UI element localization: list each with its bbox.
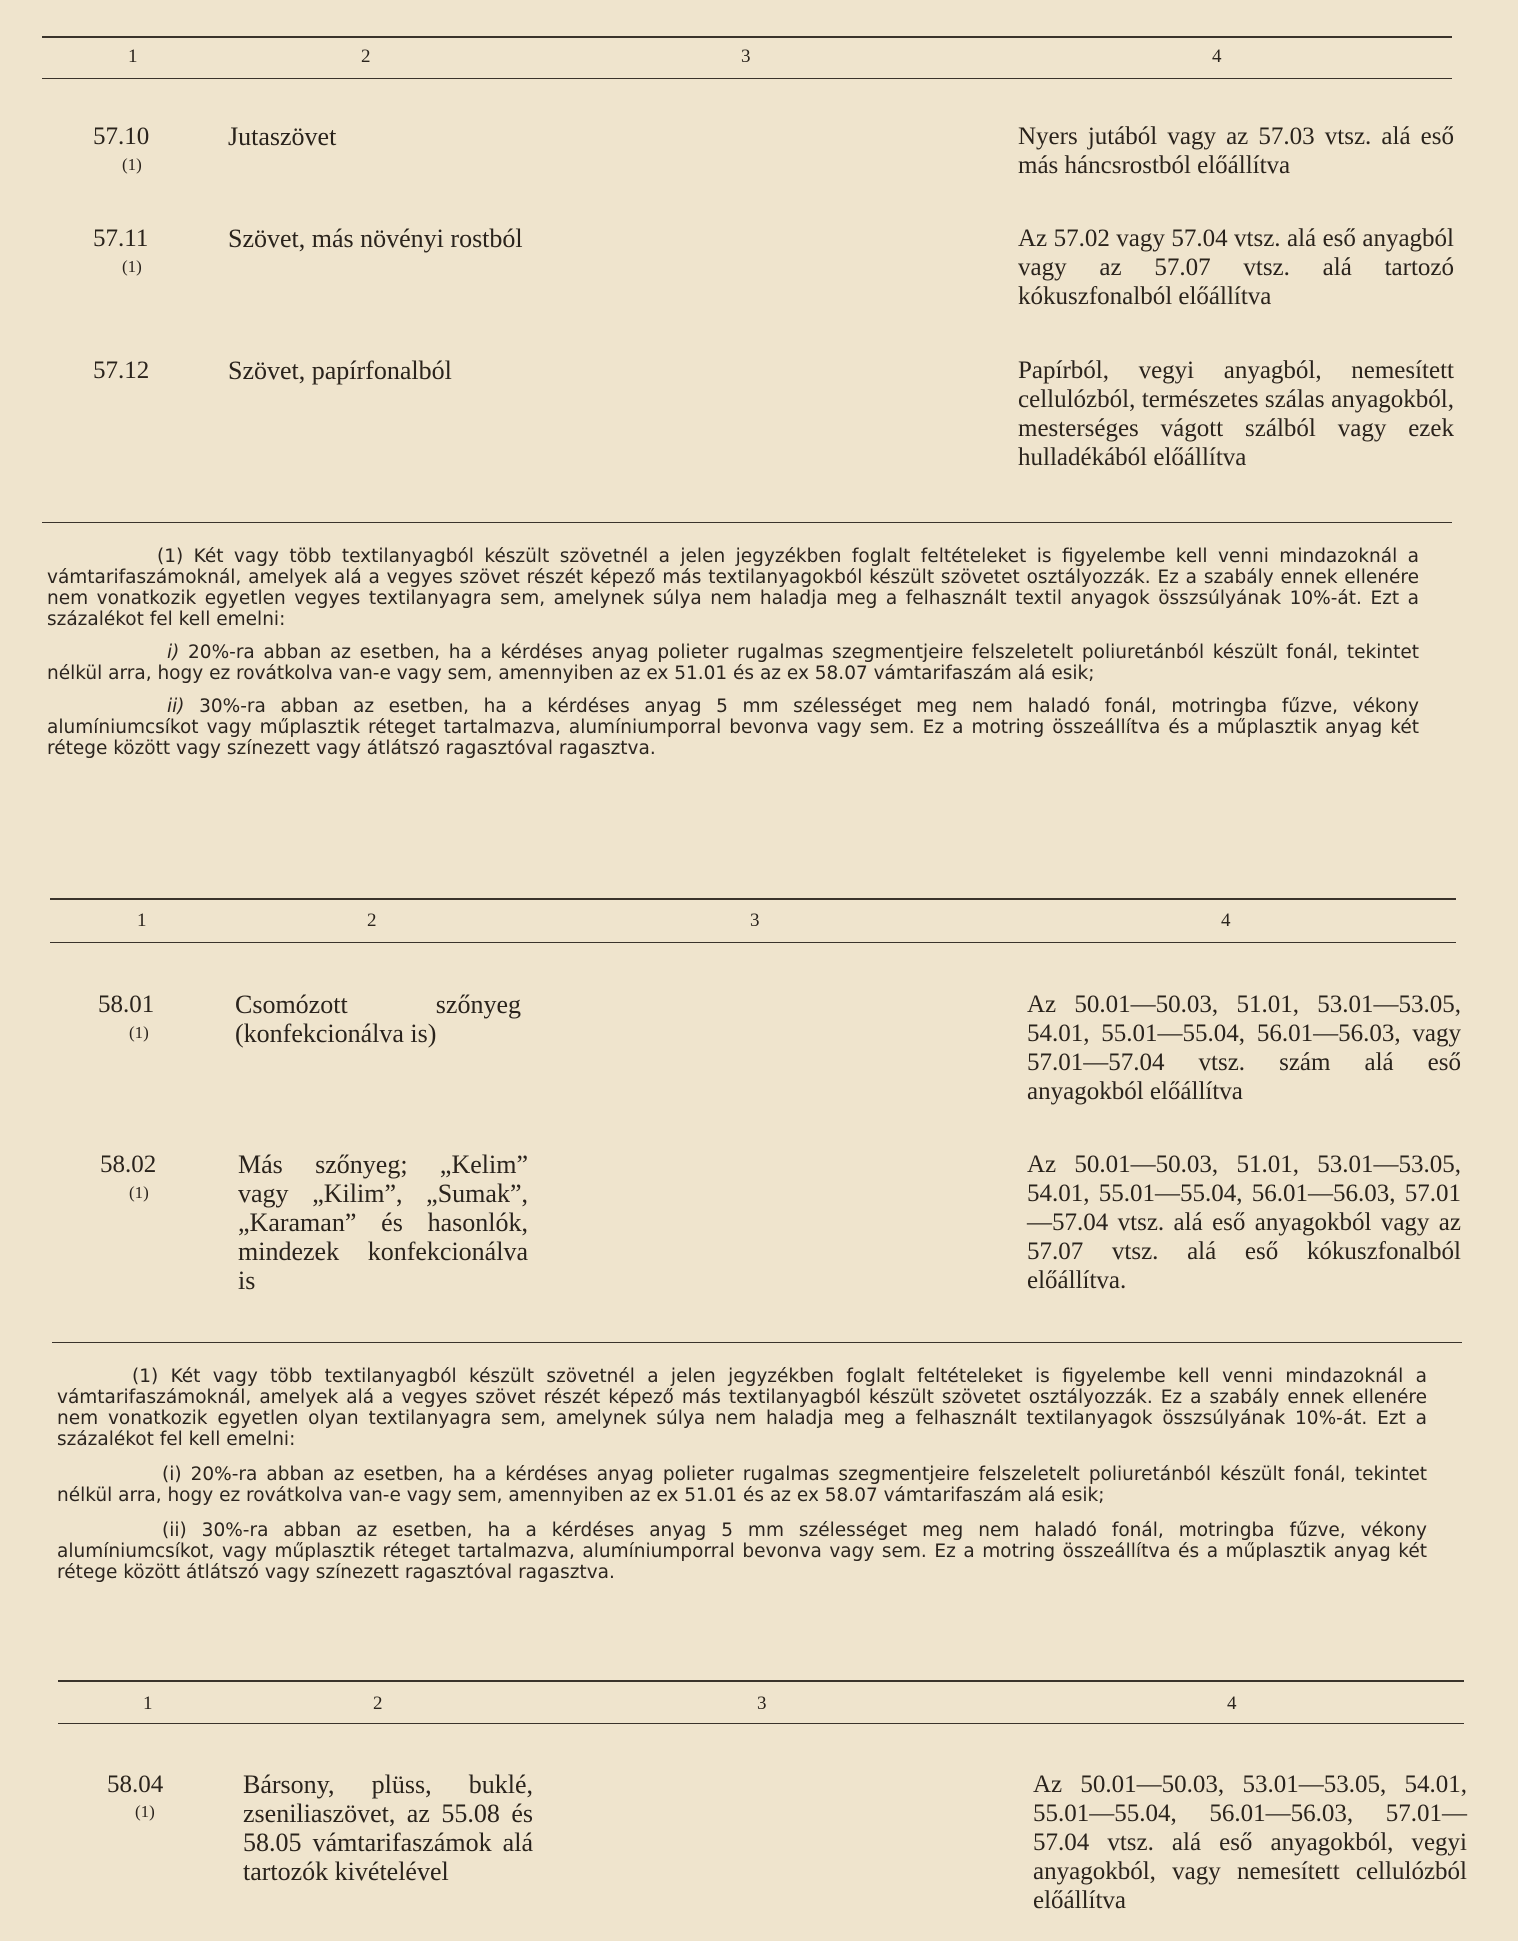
footnote-item-label: (ii) [162,1520,187,1541]
column-header-2: 2 [367,910,377,931]
footnote-item-text: 20%-ra abban az esetben, ha a kérdéses anyag polieter rugalmas szegmentjeire felszeletelt poliuretánból készült fonál, tekintet nélkül arra, hogy ez rovátkolva van-e vagy sem, amennyiben az ex 51.01 és az ex 58.07 vámtarifaszám alá esik; [47,642,1419,684]
table-end-rule [52,1342,1462,1343]
footnote-item-text: 20%-ra abban az esetben, ha a kérdéses anyag polieter rugalmas szegmentjeire felszeletelt poliuretánból készült fonál, tekintet nélkül arra, hogy ez rovátkolva van-e vagy sem, amennyiben az ex 51.01 és az ex 58.07 vámtarifaszám alá esik; [57,1464,1427,1506]
item-description: Más szőnyeg; „Kelim” vagy „Kilim”, „Sumak”, „Karaman” és hasonlók, mindezek konfekcionálva is [238,1150,528,1295]
footnote-item-i [47,642,1419,684]
header-bottom-rule [50,942,1456,943]
footnote-item-ii [57,1520,1427,1583]
origin-condition: Papírból, vegyi anyagból, nemesített cellulózból, természetes szálas anyagokból, mesterséges vágott szálból vagy ezek hulladékából előállítva [1018,357,1454,471]
item-description: Csomózott szőnyeg (konfekcionálva is) [235,990,521,1048]
item-description: Szövet, papírfonalból [228,356,452,385]
footnote-ref: (1) [135,1802,155,1821]
table-end-rule [42,522,1452,523]
column-header-3: 3 [750,910,760,931]
footnote-ref: (1) [129,1023,149,1042]
footnote-item-text: 30%-ra abban az esetben, ha a kérdéses anyag 5 mm szélességet meg nem haladó fonál, motringba fűzve, vékony alumíniumcsíkot vagy műplasztik réteget tartalmazva, alumíniumporral bevonva vagy sem. Ez a motring összeállítva és a műplasztik anyag két rétege között vagy színezett vagy átlátszó ragasztóval ragasztva. [47,696,1419,759]
header-top-rule [50,898,1456,900]
footnote-ref: (1) [122,257,142,276]
column-header-1: 1 [137,910,147,931]
origin-condition: Az 50.01—50.03, 51.01, 53.01—53.05, 54.01, 55.01—55.04, 56.01—56.03, 57.01—57.04 vtsz. alá eső anyagokból vagy az 57.07 vtsz. alá eső kókuszfonalból előállítva. [1027,1151,1461,1294]
origin-condition: Nyers jutából vagy az 57.03 vtsz. alá eső más háncsrostból előállítva [1018,123,1454,179]
item-description: Jutaszövet [228,122,337,151]
tariff-code: 58.02 [100,1151,157,1178]
footnote-text: (1) Két vagy több textilanyagból készült szövetnél a jelen jegyzékben foglalt feltételeket is figyelembe kell venni mindazoknál a vámtarifaszámoknál, amelyek alá a vegyes szövet részét képező más textilanyagokból készült szövetet osztályozzák. Ez a szabály ennek ellenére nem vonatkozik egyetlen vegyes textilanyagra sem, amelynek súlya nem haladja meg a felhasznált textil anyagok összsúlyának 10%-át. Ezt a százalékot fel kell emelni: [47,546,1419,630]
tariff-code: 58.01 [98,991,155,1018]
footnote-item-label: (i) [162,1464,182,1485]
column-header-1: 1 [143,1693,153,1714]
item-description: Szövet, más növényi rostból [228,224,523,253]
tariff-code: 57.11 [93,225,149,252]
header-top-rule [42,36,1452,38]
footnote-item-label: i) [167,642,180,663]
tariff-code: 58.04 [107,1771,164,1798]
column-header-3: 3 [741,46,751,67]
footnote-item-i [57,1464,1427,1506]
footnote [47,546,1419,759]
footnote [57,1366,1427,1583]
header-top-rule [58,1680,1464,1682]
item-description: Bársony, plüss, buklé, zseniliaszövet, az 55.08 és 58.05 vámtarifaszámok alá tartozók kivételével [243,1770,533,1886]
footnote-text: (1) Két vagy több textilanyagból készült szövetnél a jelen jegyzékben foglalt feltételeket is figyelembe kell venni mindazoknál a vámtarifaszámoknál, amelyek alá a vegyes szövet részét képező más textilanyagból készült szövetet osztályozzák. Ez a szabály ennek ellenére nem vonatkozik egyetlen olyan textilanyagra sem, amelynek súlya nem haladja meg a felhasznált textilanyagok összsúlyának 10%-át. Ezt a százalékot fel kell emelni: [57,1366,1427,1450]
column-header-2: 2 [361,46,371,67]
column-header-3: 3 [757,1693,767,1714]
column-header-1: 1 [128,46,138,67]
footnote-ref: (1) [129,1183,149,1202]
header-bottom-rule [58,1723,1464,1724]
header-bottom-rule [42,78,1452,79]
tariff-code: 57.12 [93,357,150,384]
origin-condition: Az 57.02 vagy 57.04 vtsz. alá eső anyagból vagy az 57.07 vtsz. alá tartozó kókuszfonalból előállítva [1018,225,1454,310]
footnote-ref: (1) [122,155,142,174]
column-header-2: 2 [373,1693,383,1714]
column-header-4: 4 [1227,1693,1237,1714]
origin-condition: Az 50.01—50.03, 51.01, 53.01—53.05, 54.01, 55.01—55.04, 56.01—56.03, vagy 57.01—57.04 vtsz. szám alá eső anyagokból előállítva [1027,991,1461,1105]
column-header-4: 4 [1221,910,1231,931]
origin-condition: Az 50.01—50.03, 53.01—53.05, 54.01, 55.01—55.04, 56.01—56.03, 57.01—57.04 vtsz. alá eső anyagokból, vegyi anyagokból, vagy nemesített cellulózból előállítva [1033,1771,1467,1914]
column-header-4: 4 [1212,46,1222,67]
footnote-item-text: 30%-ra abban az esetben, ha a kérdéses anyag 5 mm szélességet meg nem haladó fonál, motringba fűzve, vékony alumíniumcsíkot, vagy műplasztik réteget tartalmazva, alumíniumporral bevonva vagy sem. Ez a motring összeállítva és a műplasztik anyag két rétege között átlátszó vagy színezett ragasztóval ragasztva. [57,1520,1427,1583]
footnote-item-label: ii) [167,696,185,717]
tariff-code: 57.10 [93,123,150,150]
footnote-item-ii [47,696,1419,759]
